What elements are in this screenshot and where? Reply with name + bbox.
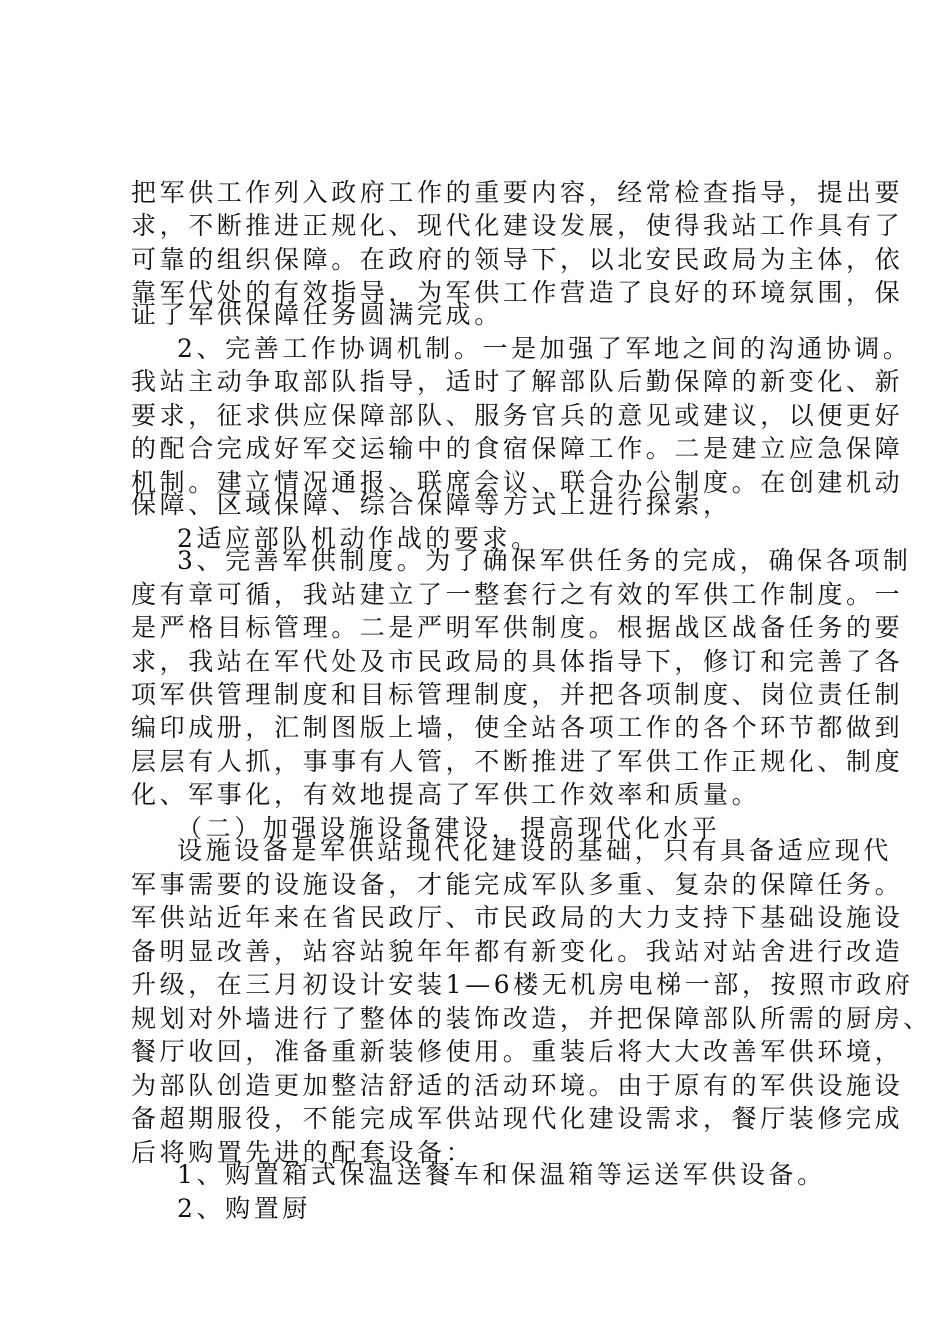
text-line: 设施设备是军供站现代化建设的基础，只有具备适应现代 bbox=[177, 836, 893, 865]
text-line: 军供站近年来在省民政厅、市民政局的大力支持下基础设施设 bbox=[131, 903, 904, 932]
text-line: 2、购置厨 bbox=[177, 1194, 311, 1223]
text-line: 为部队创造更加整洁舒适的活动环境。由于原有的军供设施设 bbox=[131, 1071, 904, 1100]
text-line: 2适应部队机动作战的要求。 bbox=[177, 524, 540, 553]
text-line: 靠军代处的有效指导，为军供工作营造了良好的环境氛围，保 bbox=[131, 278, 904, 307]
text-line: 要求，征求供应保障部队、服务官兵的意见或建议，以便更好 bbox=[131, 401, 904, 430]
text-line: 保障、区域保障、综合保障等方式上进行探索， bbox=[131, 490, 732, 519]
text-line: 编印成册，汇制图版上墙，使全站各项工作的各个环节都做到 bbox=[131, 713, 904, 742]
text-line: 证了军供保障任务圆满完成。 bbox=[131, 300, 503, 329]
text-line: 可靠的组织保障。在政府的领导下，以北安民政局为主体，依 bbox=[131, 245, 904, 274]
text-line: 求，不断推进正规化、现代化建设发展，使得我站工作具有了 bbox=[131, 211, 904, 240]
text-line: 后将购置先进的配套设备： bbox=[131, 1138, 475, 1167]
section-heading: （二）加强设施设备建设，提高现代化水平 bbox=[177, 814, 721, 843]
text-line: 的配合完成好军交运输中的食宿保障工作。二是建立应急保障 bbox=[131, 434, 904, 463]
text-line: 升级，在三月初设计安装1—6楼无机房电梯一部，按照市政府 bbox=[131, 970, 914, 999]
text-line: 餐厅收回，准备重新装修使用。重装后将大大改善军供环境， bbox=[131, 1037, 904, 1066]
text-line: 项军供管理制度和目标管理制度，并把各项制度、岗位责任制 bbox=[131, 680, 904, 709]
text-line: 备明显改善，站容站貌年年都有新变化。我站对站舍进行改造 bbox=[131, 937, 904, 966]
text-line: 层层有人抓，事事有人管，不断推进了军供工作正规化、制度 bbox=[131, 747, 904, 776]
text-line: 化、军事化，有效地提高了军供工作效率和质量。 bbox=[131, 780, 761, 809]
text-line: 备超期服役，不能完成军供站现代化建设需求，餐厅装修完成 bbox=[131, 1104, 904, 1133]
text-line: 度有章可循，我站建立了一整套行之有效的军供工作制度。一 bbox=[131, 580, 904, 609]
text-line: 是严格目标管理。二是严明军供制度。根据战区战备任务的要 bbox=[131, 613, 904, 642]
text-line: 求，我站在军代处及市民政局的具体指导下，修订和完善了各 bbox=[131, 647, 904, 676]
text-line: 把军供工作列入政府工作的重要内容，经常检查指导，提出要 bbox=[131, 178, 904, 207]
text-line: 军事需要的设施设备，才能完成军队多重、复杂的保障任务。 bbox=[131, 870, 904, 899]
text-line: 2、完善工作协调机制。一是加强了军地之间的沟通协调。 bbox=[177, 334, 912, 363]
text-line: 规划对外墙进行了整体的装饰改造，并把保障部队所需的厨房、 bbox=[131, 1004, 932, 1033]
text-line: 1、购置箱式保温送餐车和保温箱等运送军供设备。 bbox=[177, 1160, 826, 1189]
text-line: 机制。建立情况通报、联席会议、联合办公制度。在创建机动 bbox=[131, 468, 904, 497]
text-line: 3、完善军供制度。为了确保军供任务的完成，确保各项制 bbox=[177, 546, 912, 575]
text-line: 我站主动争取部队指导，适时了解部队后勤保障的新变化、新 bbox=[131, 367, 904, 396]
